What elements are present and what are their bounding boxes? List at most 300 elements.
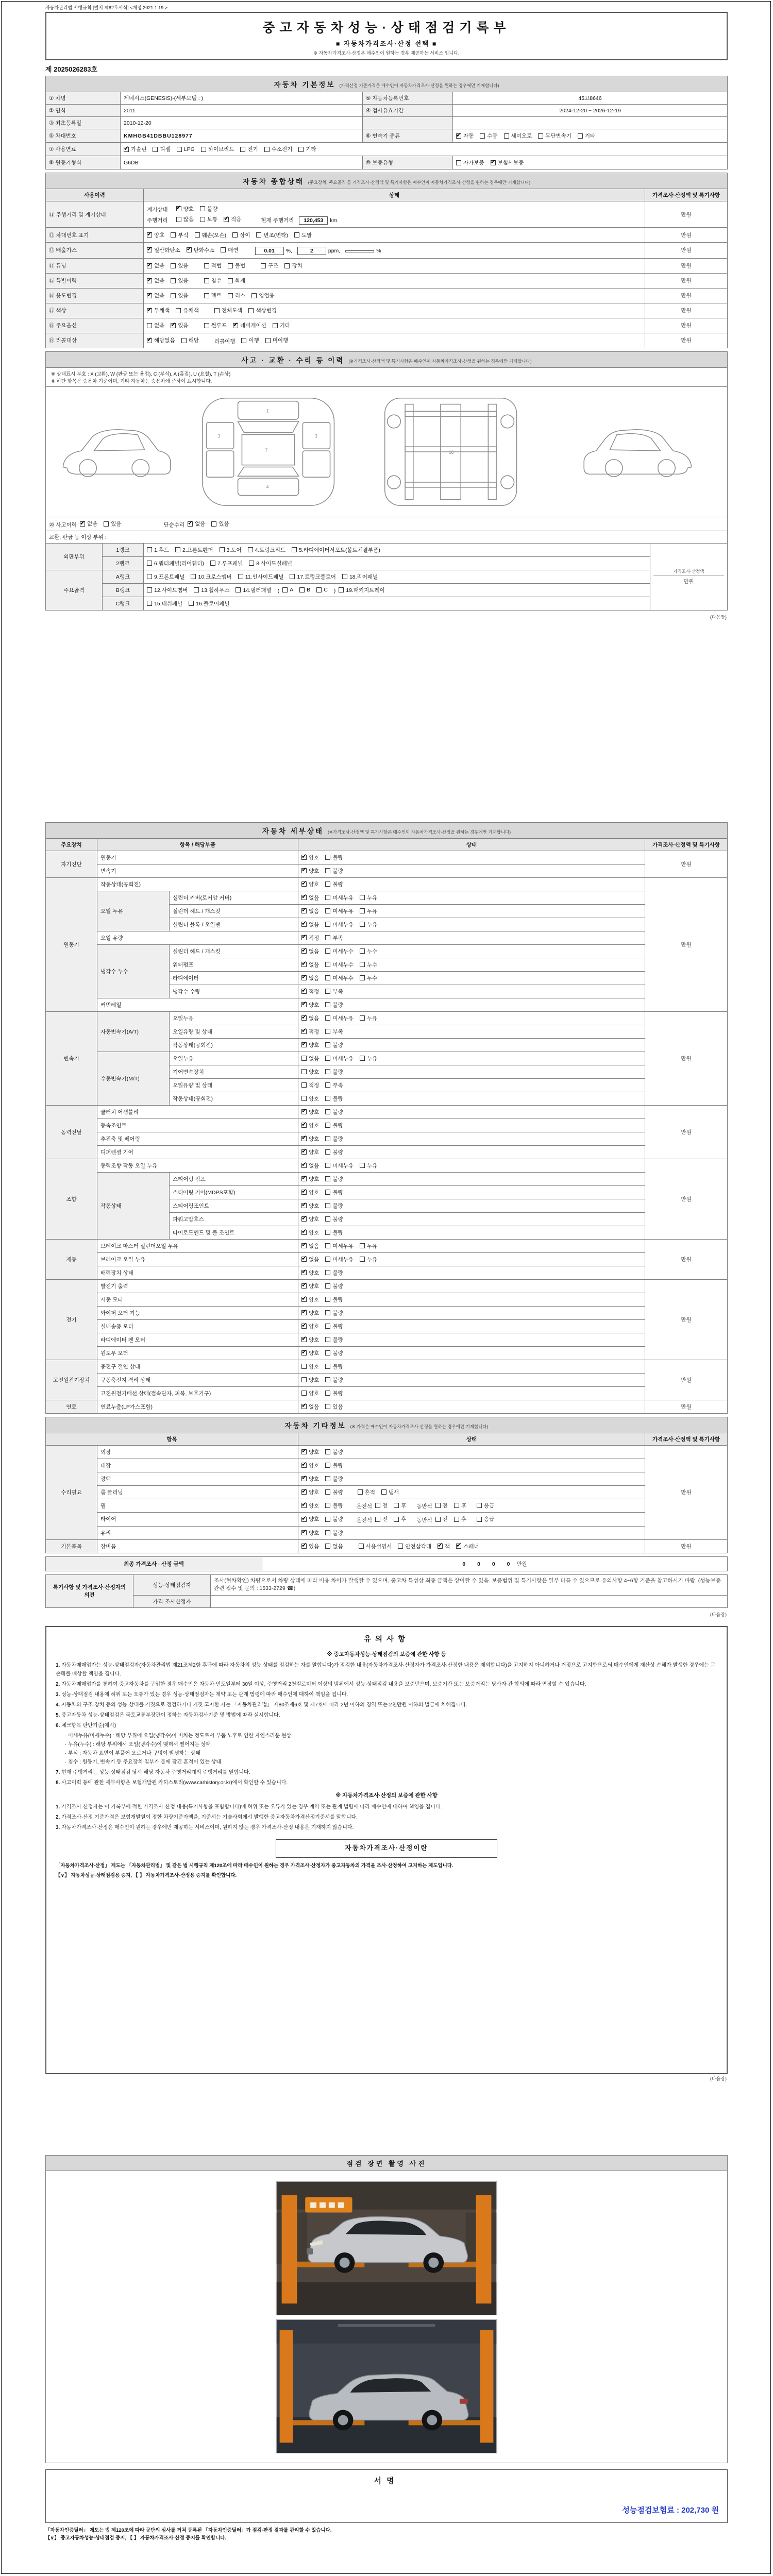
checkbox-option: 이행 bbox=[241, 336, 259, 344]
checkbox-option: 7.루프패널 bbox=[210, 560, 243, 567]
checkbox-option: ✔ 양호 bbox=[301, 1309, 319, 1317]
checkbox-option: 있음 bbox=[325, 1403, 343, 1411]
form-title: 중고자동차성능·상태점검기록부 bbox=[262, 21, 511, 35]
checkbox-icon bbox=[325, 1391, 330, 1396]
photo-container bbox=[45, 2171, 728, 2463]
device-part-label: 변속기 bbox=[97, 864, 298, 877]
checkbox-icon bbox=[325, 1476, 330, 1481]
checkbox-icon bbox=[301, 1404, 307, 1409]
checkbox-option: ✔ 없음 bbox=[301, 1162, 319, 1170]
warranty-options bbox=[453, 156, 728, 170]
top-view bbox=[203, 398, 334, 505]
checkbox-icon bbox=[301, 1096, 307, 1101]
checkbox-option: 불량 bbox=[325, 880, 343, 888]
checkbox-option: 없음 bbox=[147, 321, 164, 329]
checkbox-option: 디젤 bbox=[153, 145, 170, 153]
checkbox-option: 자가보증 bbox=[456, 159, 484, 166]
checkbox-option: 있음 bbox=[171, 292, 188, 299]
checkbox-icon bbox=[325, 1463, 330, 1468]
device-part-label: 스티어링 기어(MDPS포함) bbox=[170, 1185, 298, 1199]
accident-history-table bbox=[45, 351, 728, 611]
device-price: 만원 bbox=[645, 1400, 727, 1413]
column-header: 상태 bbox=[298, 838, 645, 851]
checkbox-option: 무단변속기 bbox=[538, 132, 572, 140]
checkbox-option: 전 bbox=[435, 1515, 448, 1523]
notice-item: 1. 가격조사·산정자는 이 기록부에 적힌 가격조사·산정 내용(특기사항을 포함합니다)에 허위 또는 오류가 있는 경우 계약 또는 관계 법령에 따라 매수인에 대하여 책임을 집니다. bbox=[56, 1804, 442, 1810]
device-price: 만원 bbox=[645, 851, 727, 877]
inline-text: 교환, 판금 등 이상 부위 : bbox=[49, 534, 107, 540]
checkbox-option: 있음 bbox=[171, 262, 188, 269]
checkbox-icon bbox=[301, 975, 307, 980]
notices-box bbox=[45, 1626, 728, 2074]
checkbox-option: 전기 bbox=[240, 145, 258, 153]
checkbox-option: 상이 bbox=[232, 231, 250, 239]
device-state bbox=[298, 1078, 645, 1092]
device-state bbox=[298, 1092, 645, 1105]
device-row bbox=[46, 1386, 728, 1400]
device-part-label: 연료누출(LP가스포함) bbox=[97, 1400, 298, 1413]
checkbox-option: 전 bbox=[435, 1502, 448, 1510]
notices-title: 유의사항 bbox=[363, 1635, 410, 1643]
checkbox-option: ✔ 없음 bbox=[301, 1014, 319, 1022]
checkbox-option: 부족 bbox=[325, 1028, 343, 1036]
device-state bbox=[298, 877, 645, 891]
column-header: 가격조사·산정액 및 특기사항 bbox=[645, 189, 727, 201]
checkbox-icon bbox=[435, 1517, 441, 1522]
checkbox-option: 3.도어 bbox=[220, 546, 242, 554]
device-part-label: 충전구 절연 상태 bbox=[97, 1360, 298, 1373]
checkbox-icon bbox=[147, 547, 152, 552]
device-state bbox=[298, 1499, 645, 1513]
device-state bbox=[298, 1360, 645, 1373]
table-row bbox=[46, 156, 728, 170]
field-label: ⑥ 변속기 종류 bbox=[363, 129, 453, 143]
checkbox-icon bbox=[176, 206, 181, 211]
device-state bbox=[298, 904, 645, 918]
checkbox-option: 불량 bbox=[325, 1108, 343, 1116]
comprehensive-state-table bbox=[45, 173, 728, 348]
device-part-label: 외장 bbox=[97, 1445, 298, 1459]
device-part-label: 디퍼렌셜 기어 bbox=[97, 1145, 298, 1159]
checkbox-icon bbox=[301, 989, 307, 994]
checkbox-icon bbox=[290, 574, 295, 579]
device-part-label: 작동상태(공회전) bbox=[97, 877, 298, 891]
device-price: 만원 bbox=[645, 1445, 727, 1539]
checkbox-option: 2.프론트휀더 bbox=[175, 546, 213, 554]
summary-row bbox=[46, 333, 728, 348]
checkbox-option: 누유 bbox=[360, 921, 377, 928]
inline-text: 계기상태 bbox=[147, 207, 168, 213]
checkbox-icon bbox=[224, 217, 229, 222]
device-part-label: 광택 bbox=[97, 1472, 298, 1485]
rank-row bbox=[46, 570, 728, 583]
checkbox-option: 기타 bbox=[298, 145, 316, 153]
checkbox-icon bbox=[181, 338, 187, 343]
checkbox-icon bbox=[240, 147, 245, 152]
checkbox-option: ✔ 양호 bbox=[301, 1323, 319, 1330]
checkbox-icon bbox=[325, 1056, 330, 1061]
checkbox-option: 누수 bbox=[360, 947, 377, 955]
device-row bbox=[46, 1105, 728, 1118]
device-state bbox=[298, 1212, 645, 1226]
checkbox-option: ✔ 양호 bbox=[301, 1515, 319, 1523]
device-part-label: 고전원전기배선 상태(접속단자, 피복, 보호기구) bbox=[97, 1386, 298, 1400]
checkbox-option: ✔ 양호 bbox=[301, 1502, 319, 1510]
checkbox-icon bbox=[325, 1136, 330, 1141]
checkbox-icon bbox=[273, 323, 278, 328]
device-category-label: 오일 누유 bbox=[97, 891, 170, 931]
checkbox-icon bbox=[147, 308, 152, 313]
checkbox-icon bbox=[375, 1503, 380, 1508]
device-state bbox=[298, 985, 645, 998]
device-part-label: 라디에이터 팬 모터 bbox=[97, 1333, 298, 1346]
checkbox-option: 후 bbox=[394, 1515, 406, 1523]
notice-item: 1. 자동차매매업자는 성능·상태점검자(자동차관리법 제21조제2항 후단에 따라 자동차의 성능·상태를 점검하는 자를 말합니다)가 점검한 내용(자동차가격조사·산정자가 가격조사·산정한 내용은 제외합니다)을 고지하지 아니하거나 거짓으로 고지함으로써 매수인에게 재산상 손해가 발생한 경우에는 그 손해를 배상할 책임을 집니다. bbox=[56, 1663, 716, 1677]
checkbox-option: 불량 bbox=[325, 1448, 343, 1456]
device-part-label: 실내송풍 모터 bbox=[97, 1319, 298, 1333]
checkbox-option: 침수 bbox=[204, 277, 222, 284]
checkbox-icon bbox=[456, 1544, 461, 1549]
rank-row bbox=[46, 556, 728, 570]
page-break-gap bbox=[45, 620, 728, 822]
device-category-label: 작동상태 bbox=[97, 1172, 170, 1239]
checkbox-option: 불량 bbox=[325, 1001, 343, 1009]
device-part-label: 발전기 출력 bbox=[97, 1279, 298, 1293]
checkbox-option: 불량 bbox=[325, 1336, 343, 1344]
next-page-marker: (다음장) bbox=[710, 614, 727, 620]
checkbox-icon bbox=[301, 1123, 307, 1128]
inspection-insurance-premium bbox=[54, 2504, 719, 2515]
device-row bbox=[46, 1346, 728, 1360]
checkbox-icon bbox=[301, 962, 307, 967]
photo-section-header: 점검 장면 촬영 사진 bbox=[45, 2155, 728, 2171]
checkbox-icon bbox=[210, 561, 215, 566]
checkbox-icon bbox=[301, 882, 307, 887]
checkbox-option: 누유 bbox=[360, 1055, 377, 1062]
checkbox-icon bbox=[189, 601, 194, 606]
checkbox-icon bbox=[325, 1190, 330, 1195]
device-row bbox=[46, 1539, 728, 1553]
checkbox-icon bbox=[298, 147, 304, 152]
checkbox-icon bbox=[325, 1283, 330, 1289]
remarks-who: 성능·상태점검자 bbox=[133, 1574, 211, 1596]
inspection-photo-front-lift bbox=[276, 2181, 497, 2315]
row-price: 만원 bbox=[645, 318, 727, 333]
checkbox-option: 부족 bbox=[325, 1081, 343, 1089]
device-part-label: 유리 bbox=[97, 1526, 298, 1539]
checkbox-option: A bbox=[282, 587, 293, 593]
checkbox-option: 6.쿼터패널(리어휀더) bbox=[147, 560, 204, 567]
final-price-row bbox=[46, 1556, 728, 1571]
checkbox-option: 누수 bbox=[360, 961, 377, 969]
checkbox-option: ✔ 양호 bbox=[301, 1296, 319, 1303]
inline-text: 리콜이행 bbox=[214, 338, 236, 345]
checkbox-icon bbox=[325, 922, 330, 927]
checkbox-option: 수동 bbox=[480, 132, 497, 140]
appraiser-remarks-text bbox=[211, 1596, 728, 1608]
device-part-label: 작동상태(공회전) bbox=[170, 1038, 298, 1052]
checkbox-icon bbox=[325, 908, 330, 913]
inline-text: 단순수리 bbox=[163, 521, 185, 528]
final-price-label: 최종 가격조사 · 산정 금액 bbox=[46, 1556, 262, 1571]
checkbox-option: 전 bbox=[375, 1502, 388, 1510]
device-part-label: 커먼레일 bbox=[97, 998, 298, 1011]
checkbox-icon bbox=[325, 935, 330, 940]
checkbox-icon bbox=[147, 293, 152, 298]
checkbox-icon bbox=[147, 247, 152, 252]
checkbox-icon bbox=[301, 1337, 307, 1342]
checkbox-option: 리스 bbox=[228, 292, 245, 299]
checkbox-icon bbox=[301, 1503, 307, 1508]
device-state bbox=[298, 1306, 645, 1319]
checkbox-option: 미세누수 bbox=[325, 974, 354, 982]
checkbox-icon bbox=[360, 908, 365, 913]
device-row bbox=[46, 1485, 728, 1499]
notice-heading: ※ 중고자동차성능·상태점검의 보증에 관한 사항 등 bbox=[327, 1651, 446, 1657]
checkbox-option: ✔ 적음 bbox=[224, 215, 241, 223]
checkbox-icon bbox=[191, 574, 196, 579]
checkbox-option: 응급 bbox=[477, 1515, 494, 1523]
notice-item: 3. 자동차가격조사·산정은 매수인이 원하는 경우에만 제공하는 서비스이며, 원하지 않는 경우 가격조사·산정 내용은 기재하지 않습니다. bbox=[56, 1825, 354, 1831]
checkbox-icon bbox=[325, 1350, 330, 1355]
table-row bbox=[46, 92, 728, 105]
checkbox-option: 후 bbox=[394, 1502, 406, 1510]
checkbox-option: 유채색 bbox=[176, 307, 198, 314]
checkbox-option: 부족 bbox=[325, 988, 343, 995]
checkbox-icon bbox=[454, 1517, 459, 1522]
checkbox-option: 불량 bbox=[325, 1488, 343, 1496]
row-label: ⑲ 리콜대상 bbox=[46, 333, 144, 348]
checkbox-option: ✔ 양호 bbox=[301, 1001, 319, 1009]
field-label: ⑤ 차대번호 bbox=[46, 129, 121, 143]
device-state bbox=[298, 1025, 645, 1038]
column-header-row bbox=[46, 1433, 728, 1445]
checkbox-option: 4.트렁크리드 bbox=[248, 546, 285, 554]
checkbox-option: 해당 bbox=[181, 336, 199, 344]
device-group-label: 자기진단 bbox=[46, 851, 97, 877]
checkbox-option: 미세누유 bbox=[325, 1242, 354, 1250]
column-header: 상태 bbox=[298, 1433, 645, 1445]
device-group-label: 원동기 bbox=[46, 877, 97, 1011]
device-part-label: 휠 bbox=[97, 1499, 298, 1513]
checkbox-option: 훼손(오손) bbox=[195, 231, 227, 239]
notice-bullet: · 미세누유(미세누수) : 해당 부위에 오일(냉각수)이 비치는 정도로서 부품 노후로 인한 자연스러운 현상 bbox=[65, 1733, 292, 1739]
checkbox-icon bbox=[477, 1517, 482, 1522]
device-part-label: 오일누유 bbox=[170, 1011, 298, 1025]
checkbox-icon bbox=[301, 1517, 307, 1522]
device-row bbox=[46, 1239, 728, 1252]
checkbox-icon bbox=[301, 1270, 307, 1275]
device-part-label: 등속조인트 bbox=[97, 1118, 298, 1132]
rank-price: 가격조사·산정액 만원 bbox=[650, 543, 727, 610]
checkbox-option: 불량 bbox=[325, 1349, 343, 1357]
device-state bbox=[298, 998, 645, 1011]
checkbox-icon bbox=[284, 263, 290, 268]
rank-parts bbox=[144, 570, 650, 583]
checkbox-icon bbox=[325, 882, 330, 887]
checkbox-icon bbox=[325, 1096, 330, 1101]
price-appraisal-info-box: 자동차가격조사·산정이란 bbox=[276, 1839, 497, 1857]
checkbox-icon bbox=[301, 1530, 307, 1535]
device-group-label: 조향 bbox=[46, 1159, 97, 1239]
device-price: 만원 bbox=[645, 1239, 727, 1279]
checkbox-option: 미이행 bbox=[265, 336, 288, 344]
svg-text:3: 3 bbox=[217, 433, 221, 439]
row-price: 만원 bbox=[645, 258, 727, 273]
checkbox-icon bbox=[301, 1002, 307, 1007]
device-state bbox=[298, 1118, 645, 1132]
fuel-options bbox=[121, 143, 728, 156]
device-state bbox=[298, 1485, 645, 1499]
row-label: ⑪ 주행거리 및 계기상태 bbox=[46, 201, 144, 228]
form-subtitle: ■ 자동차가격조사·산정 선택 ■ bbox=[335, 40, 438, 47]
checkbox-icon bbox=[360, 1163, 365, 1168]
device-row bbox=[46, 1459, 728, 1472]
next-page-marker: (다음장) bbox=[710, 2076, 727, 2081]
checkbox-icon bbox=[176, 308, 181, 313]
device-part-label: 시동 모터 bbox=[97, 1293, 298, 1306]
diagram-note: ※ 하단 항목은 승용차 기준이며, 기타 자동차는 승용차에 준하여 표시합니다. bbox=[51, 379, 212, 384]
svg-text:1: 1 bbox=[266, 408, 269, 414]
checkbox-option: 불량 bbox=[325, 1229, 343, 1236]
model-year-value: 2011 bbox=[121, 105, 363, 117]
checkbox-icon bbox=[147, 323, 152, 328]
checkbox-option: ✔ 양호 bbox=[301, 1175, 319, 1183]
checkbox-option: ✔ 없음 bbox=[301, 894, 319, 902]
row-price: 만원 bbox=[645, 201, 727, 228]
checkbox-option: 불량 bbox=[325, 867, 343, 875]
checkbox-option: ✔ 양호 bbox=[301, 1215, 319, 1223]
checkbox-icon bbox=[232, 232, 238, 238]
remarks-title: 특기사항 및 가격조사·산정자의 의견 bbox=[46, 1574, 133, 1608]
checkbox-icon bbox=[124, 147, 129, 152]
checkbox-icon bbox=[301, 935, 307, 940]
checkbox-option: 썬루프 bbox=[204, 321, 227, 329]
checkbox-option: 누유 bbox=[360, 1256, 377, 1263]
checkbox-icon bbox=[394, 1503, 399, 1508]
field-label: ⑧ 원동기형식 bbox=[46, 156, 121, 170]
field-label: ⑩ 보증유형 bbox=[363, 156, 453, 170]
checkbox-icon bbox=[265, 338, 271, 343]
device-row bbox=[46, 1306, 728, 1319]
checkbox-icon bbox=[301, 908, 307, 913]
etc-info-table bbox=[45, 1417, 728, 1553]
device-group-label: 제동 bbox=[46, 1239, 97, 1279]
checkbox-icon bbox=[282, 587, 288, 592]
checkbox-option: ✔ 양호 bbox=[301, 1122, 319, 1129]
checkbox-option: 없음 bbox=[325, 1543, 343, 1550]
checkbox-option: 후 bbox=[454, 1502, 466, 1510]
checkbox-icon bbox=[301, 1042, 307, 1047]
checkbox-option: 변조(변타) bbox=[256, 231, 288, 239]
checkbox-option: 양호 bbox=[301, 1363, 319, 1370]
row-price: 만원 bbox=[645, 303, 727, 318]
device-part-label: 스티어링 펌프 bbox=[170, 1172, 298, 1185]
device-group-label: 동력전달 bbox=[46, 1105, 97, 1159]
checkbox-option: 미세누유 bbox=[325, 907, 354, 915]
checkbox-icon bbox=[301, 1310, 307, 1315]
device-row bbox=[46, 891, 728, 904]
checkbox-option: 색상변경 bbox=[248, 307, 277, 314]
checkbox-icon bbox=[325, 1364, 330, 1369]
column-header: 항목 bbox=[46, 1433, 298, 1445]
section-gap bbox=[45, 1618, 728, 1626]
device-state bbox=[298, 864, 645, 877]
checkbox-option: 양호 bbox=[301, 1389, 319, 1397]
value-box: 0.01 bbox=[255, 247, 284, 255]
row-price: 만원 bbox=[645, 273, 727, 288]
device-part-label: 워터펌프 bbox=[170, 958, 298, 971]
premium-label: 성능점검보험료 : bbox=[622, 2506, 679, 2515]
field-label: ② 연식 bbox=[46, 105, 121, 117]
checkbox-option: ✔ 양호 bbox=[301, 1189, 319, 1196]
device-state bbox=[298, 1266, 645, 1279]
device-part-label: 냉각수 수량 bbox=[170, 985, 298, 998]
signature-section bbox=[45, 2469, 728, 2523]
checkbox-option: 불량 bbox=[325, 1041, 343, 1049]
row-state bbox=[144, 318, 645, 333]
inline-text: % bbox=[376, 248, 381, 254]
device-group-label: 연료 bbox=[46, 1400, 97, 1413]
row-label: ⑰ 색상 bbox=[46, 303, 144, 318]
checkbox-icon bbox=[188, 521, 193, 527]
checkbox-icon bbox=[435, 1503, 441, 1508]
checkbox-icon bbox=[204, 278, 209, 283]
row-price: 만원 bbox=[645, 333, 727, 348]
checkbox-option: ✔ 양호 bbox=[301, 1229, 319, 1236]
device-part-label: 실린더 블록 / 오일팬 bbox=[170, 918, 298, 931]
device-state bbox=[298, 944, 645, 958]
checkbox-option: 사용설명서 bbox=[359, 1543, 392, 1550]
checkbox-icon bbox=[360, 1015, 365, 1021]
checkbox-icon bbox=[301, 1149, 307, 1155]
field-label: ③ 최초등록일 bbox=[46, 117, 121, 129]
checkbox-icon bbox=[301, 1324, 307, 1329]
checkbox-option: ✔ 없음 bbox=[147, 262, 164, 269]
summary-row bbox=[46, 303, 728, 318]
checkbox-icon bbox=[248, 547, 253, 552]
device-row bbox=[46, 1145, 728, 1159]
checkbox-icon bbox=[325, 1489, 330, 1495]
checkbox-option: 많음 bbox=[176, 215, 194, 223]
checkbox-icon bbox=[204, 263, 209, 268]
checkbox-option: 9.프론트패널 bbox=[147, 573, 184, 581]
device-part-label: 실린더 커버(로커암 커버) bbox=[170, 891, 298, 904]
remarks-row-2 bbox=[46, 1596, 728, 1608]
checkbox-option: 미세누유 bbox=[325, 1014, 354, 1022]
checkbox-icon bbox=[360, 1056, 365, 1061]
checkbox-option: 11.인사이드패널 bbox=[238, 573, 284, 581]
checkbox-icon bbox=[454, 1503, 459, 1508]
column-header: 가격조사·산정액 및 특기사항 bbox=[645, 838, 727, 851]
checkbox-option: ✔ 양호 bbox=[301, 1488, 319, 1496]
checkbox-icon bbox=[187, 247, 192, 252]
column-header: 주요장치 bbox=[46, 838, 97, 851]
device-part-label: 윈도우 모터 bbox=[97, 1346, 298, 1360]
row-state bbox=[144, 333, 645, 348]
final-price-unit: 만원 bbox=[516, 1561, 527, 1567]
device-row bbox=[46, 864, 728, 877]
checkbox-icon bbox=[80, 521, 85, 527]
checkbox-icon bbox=[147, 587, 152, 592]
checkbox-option: ✔ 없음 bbox=[301, 961, 319, 969]
row-price: 만원 bbox=[645, 228, 727, 243]
checkbox-option: ✔ 양호 bbox=[301, 1202, 319, 1210]
checkbox-option: 화재 bbox=[228, 277, 245, 284]
checkbox-option: 수소전기 bbox=[264, 145, 293, 153]
column-header-row bbox=[46, 838, 728, 851]
checkbox-icon bbox=[578, 133, 583, 139]
